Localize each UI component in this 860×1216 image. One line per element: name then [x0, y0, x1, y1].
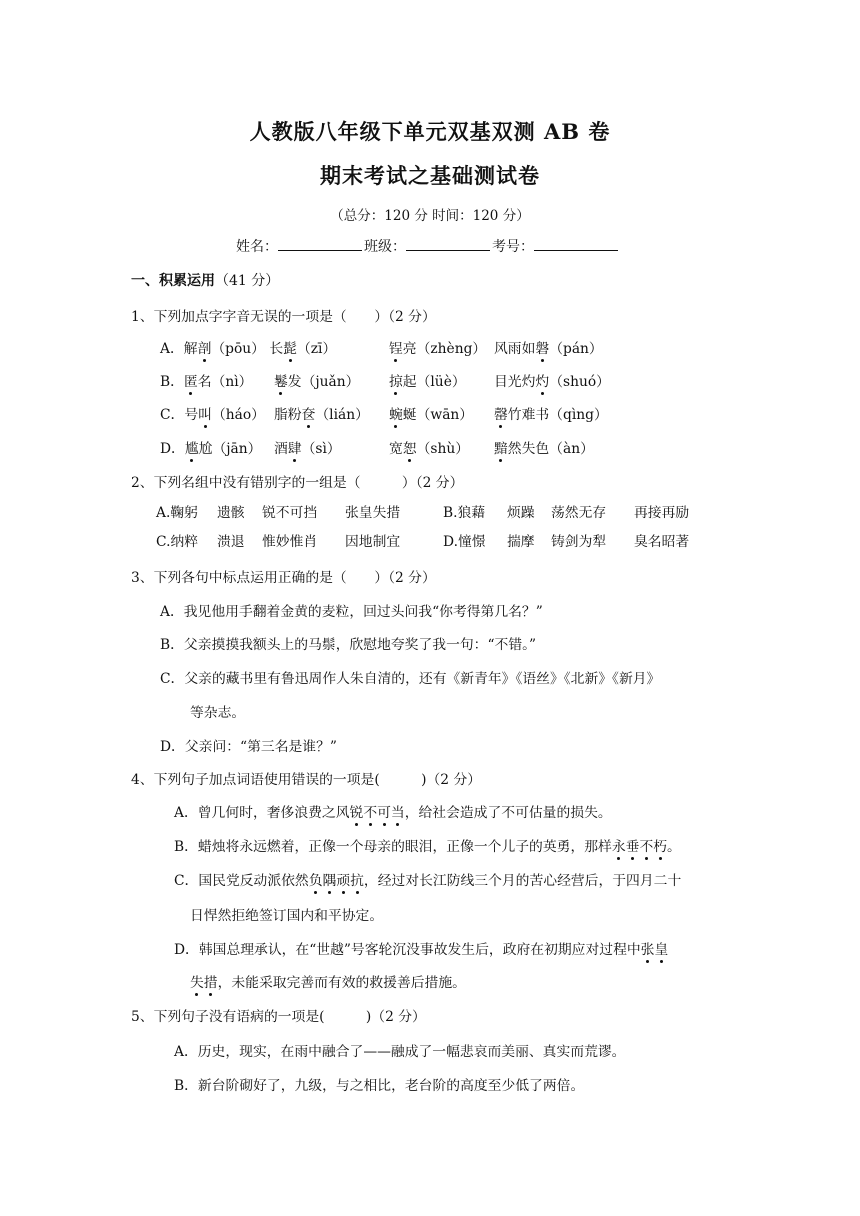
q4-option-c-cont: 日悍然拒绝签订国内和平协定。: [190, 908, 384, 924]
q1-option-d-word4: 黯然失色（àn）: [494, 437, 594, 457]
section-heading: 一、积累运用（41 分）: [131, 273, 280, 289]
q2-word: 惟妙惟肖: [262, 534, 318, 550]
q2-word: 再接再励: [634, 505, 690, 521]
name-field[interactable]: [278, 238, 362, 251]
question-1-stem: 1、下列加点字字音无误的一项是（ ）（2 分）: [131, 309, 436, 325]
q4-option-d: D．韩国总理承认，在“世越”号客轮沉没事故发生后，政府在初期应对过程中张皇: [174, 938, 668, 958]
q2-word: D.憧憬: [443, 534, 486, 550]
q2-word: 遗骸: [217, 505, 245, 521]
q2-word: C.纳粹: [156, 534, 199, 550]
q1-option-a-word3: 锃亮（zhèng）: [389, 337, 486, 357]
q2-word: 揣摩: [507, 534, 535, 550]
q5-option-a: A．历史，现实，在雨中融合了——融成了一幅悲哀而美丽、真实而荒谬。: [174, 1044, 626, 1060]
q3-option-c: C．父亲的藏书里有鲁迅周作人朱自清的，还有《新青年》《语丝》《北新》《新月》: [160, 671, 661, 687]
q2-word: 锐不可挡: [262, 505, 318, 521]
q3-option-d: D．父亲问：“第三名是谁？”: [160, 739, 337, 755]
q1-option-d-word2: 酒肆（sì）: [274, 437, 341, 457]
name-label: 姓名：: [236, 239, 278, 255]
question-3-stem: 3、下列各句中标点运用正确的是（ ）（2 分）: [131, 570, 436, 586]
dotted-phrase: 失措: [190, 975, 218, 991]
q1-option-c-word4: 罄竹难书（qìng）: [494, 403, 608, 423]
dotted-phrase: 张皇: [641, 942, 669, 958]
q4-option-a: A．曾几何时，奢侈浪费之风锐不可当，给社会造成了不可估量的损失。: [174, 801, 612, 821]
q2-word: 因地制宜: [345, 534, 401, 550]
dotted-phrase: 永垂不朽: [612, 839, 667, 855]
q4-option-d-cont: 失措，未能采取完善而有效的救援善后措施。: [190, 971, 466, 991]
question-5-stem: 5、下列句子没有语病的一项是( )（2 分）: [131, 1009, 426, 1025]
q2-word: 臭名昭著: [634, 534, 690, 550]
q2-word: 张皇失措: [345, 505, 401, 521]
q1-option-c-word2: 脂粉奁（lián）: [274, 403, 369, 423]
q4-option-b: B．蜡烛将永远燃着，正像一个母亲的眼泪，正像一个儿子的英勇，那样永垂不朽。: [174, 835, 681, 855]
q1-option-b-word2: 鬈发（juǎn）: [274, 370, 359, 390]
question-4-stem: 4、下列句子加点词语使用错误的一项是( )（2 分）: [131, 772, 482, 788]
exam-subtitle: 期末考试之基础测试卷: [320, 163, 540, 188]
q1-option-a-word4: 风雨如磐（pán）: [494, 337, 603, 357]
class-field[interactable]: [406, 238, 490, 251]
q2-word: B.狼藉: [443, 505, 486, 521]
q2-word: 铸剑为犁: [551, 534, 607, 550]
exam-title: 人教版八年级下单元双基双测 AB 卷: [249, 119, 611, 144]
q5-option-b: B．新台阶砌好了，九级，与之相比，老台阶的高度至少低了两倍。: [174, 1078, 585, 1094]
q1-option-b-word3: 掠起（lüè）: [389, 370, 466, 390]
student-info-line: [236, 236, 620, 256]
exam-no-label: 考号：: [492, 239, 534, 255]
q3-option-c-cont: 等杂志。: [190, 705, 246, 721]
class-label: 班级：: [364, 239, 406, 255]
q4-option-c: C．国民党反动派依然负隅顽抗，经过对长江防线三个月的苦心经营后，于四月二十: [174, 869, 681, 889]
q3-option-b: B．父亲摸摸我额头上的马鬃，欣慰地夸奖了我一句：“不错。”: [160, 637, 537, 653]
q1-option-c: C．号叫（háo）: [160, 403, 265, 423]
q2-word: 溃退: [217, 534, 245, 550]
score-time-line: （总分：120 分 时间：120 分）: [330, 208, 530, 224]
q2-word: 烦躁: [507, 505, 535, 521]
q2-word: A.鞠躬: [156, 505, 198, 521]
q1-option-a: A．解剖（pōu） 长髭（zī）: [160, 337, 336, 357]
q1-option-d-word3: 宽恕（shù）: [389, 437, 469, 457]
q3-option-a: A．我见他用手翻着金黄的麦粒，回过头问我“你考得第几名？”: [160, 604, 543, 620]
question-2-stem: 2、下列名组中没有错别字的一组是（ ）（2 分）: [131, 475, 464, 491]
q1-option-c-word3: 蜿蜒（wān）: [389, 403, 473, 423]
dotted-phrase: 负隅顽抗: [309, 873, 364, 889]
q1-option-b: B．匿名（nì）: [160, 370, 252, 390]
q1-option-b-word4: 目光灼灼（shuó）: [494, 370, 610, 390]
exam-no-field[interactable]: [534, 238, 618, 251]
q1-option-d: D．尴尬（jān）: [160, 437, 261, 457]
q2-word: 荡然无存: [551, 505, 607, 521]
dotted-phrase: 锐不可当: [350, 805, 405, 821]
